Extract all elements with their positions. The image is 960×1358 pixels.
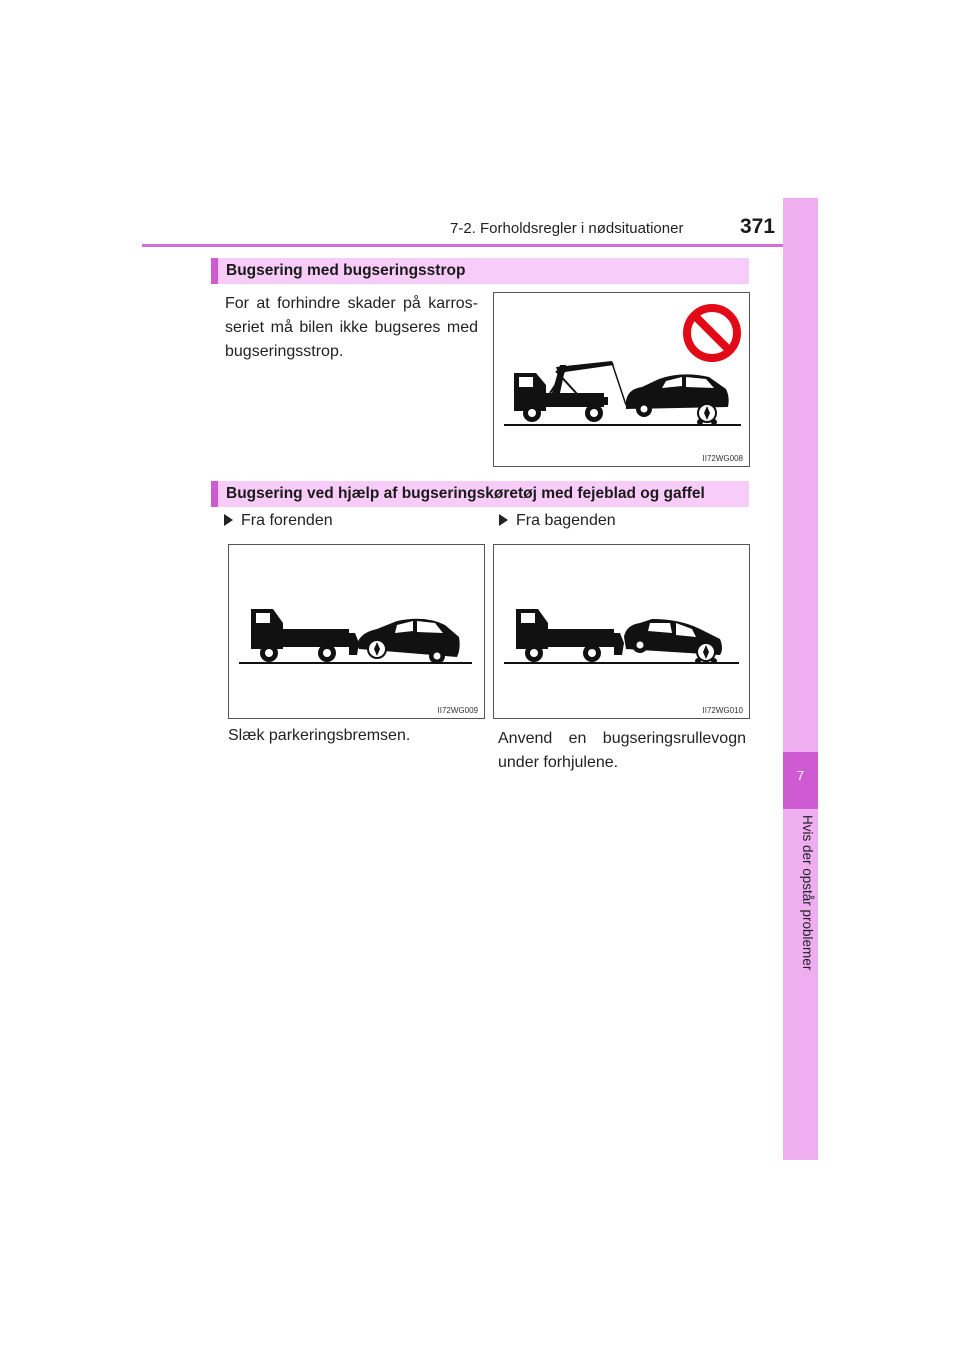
tow-rear-illustration xyxy=(494,545,751,720)
chapter-number: 7 xyxy=(796,768,805,783)
bullet-text: Fra bagenden xyxy=(516,512,616,529)
figure-code: II72WG009 xyxy=(437,706,478,715)
caption-front: Slæk parkeringsbremsen. xyxy=(228,727,411,744)
section-heading-bar xyxy=(211,258,218,284)
figure-tow-from-front xyxy=(228,544,485,719)
towing-strap-warning-text: For at forhindre skader på karros-seriet må bilen ikke bugseres med bugseringsstrop. xyxy=(225,295,478,360)
figure-tow-from-rear xyxy=(493,544,750,719)
triangle-bullet-icon xyxy=(224,514,233,526)
section-heading-bar xyxy=(211,481,218,507)
header-rule xyxy=(142,244,818,247)
section-title: 7-2. Forholdsregler i nødsituationer xyxy=(450,220,684,237)
prohibited-icon xyxy=(687,308,737,358)
tow-front-illustration xyxy=(229,545,486,720)
section-heading-towing-strap xyxy=(211,258,749,284)
chapter-title: Hvis der opstår problemer xyxy=(800,815,815,971)
bullet-text: Fra forenden xyxy=(241,512,333,529)
chapter-tab xyxy=(783,198,818,1160)
page-number: 371 xyxy=(740,215,776,238)
section-heading-text: Bugsering ved hjælp af bugseringskøretøj med fejeblad og gaffel xyxy=(226,485,705,502)
bullet-from-front xyxy=(224,512,333,530)
tow-truck-strap-illustration xyxy=(494,293,751,468)
caption-rear: Anvend en bugseringsrullevogn under forhjulene. xyxy=(498,730,746,771)
section-heading-wheel-lift xyxy=(211,481,749,507)
section-heading-text: Bugsering med bugseringsstrop xyxy=(226,262,466,279)
chapter-title-container xyxy=(765,815,835,995)
figure-code: II72WG008 xyxy=(702,454,743,463)
figure-code: II72WG010 xyxy=(702,706,743,715)
figure-towing-strap xyxy=(493,292,750,467)
bullet-from-rear xyxy=(499,512,616,530)
triangle-bullet-icon xyxy=(499,514,508,526)
